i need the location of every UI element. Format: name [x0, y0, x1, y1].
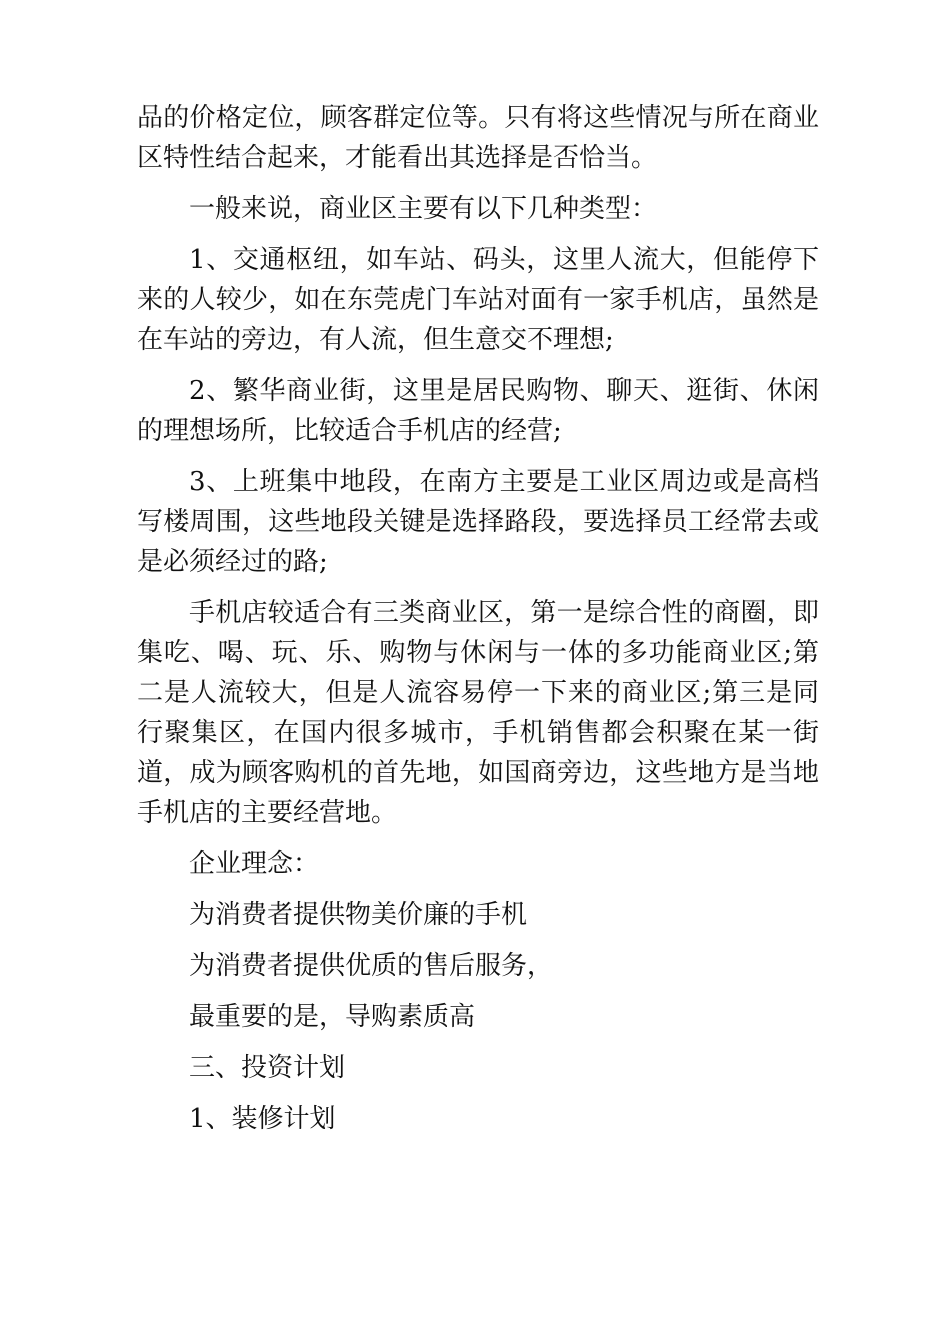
philosophy-item: 最重要的是，导购素质高	[189, 1002, 476, 1032]
paragraph-transport-hub: 1、交通枢纽，如车站、码头，这里人流大，但能停下来的人较少，如在东莞虎门车站对面有一家手机店，虽然是在车站的旁边，有人流，但生意交不理想;	[137, 245, 819, 355]
document-page	[137, 98, 819, 1150]
paragraph-commercial-street: 2、繁华商业街，这里是居民购物、聊天、逛街、休闲的理想场所，比较适合手机店的经营;	[137, 376, 819, 446]
paragraph-suitable-districts: 手机店较适合有三类商业区，第一是综合性的商圈，即集吃、喝、玩、乐、购物与休闲与一体的多功能商业区;第二是人流较大，但是人流容易停一下来的商业区;第三是同行聚集区，在国内很多城市，手机销售都会积聚在某一街道，成为顾客购机的首先地，如国商旁边，这些地方是当地手机店的主要经营地。	[137, 598, 819, 828]
philosophy-item: 为消费者提供物美价廉的手机	[189, 900, 528, 930]
paragraph-continuation: 品的价格定位，顾客群定位等。只有将这些情况与所在商业区特性结合起来，才能看出其选择是否恰当。	[137, 103, 819, 173]
philosophy-item: 为消费者提供优质的售后服务，	[189, 951, 554, 981]
heading-business-philosophy: 企业理念：	[189, 849, 320, 879]
paragraph-business-district-types: 一般来说，商业区主要有以下几种类型：	[189, 194, 658, 224]
subsection-heading-renovation-plan: 1、装修计划	[189, 1104, 336, 1134]
section-heading-investment-plan: 三、投资计划	[189, 1053, 346, 1083]
paragraph-work-district: 3、上班集中地段，在南方主要是工业区周边或是高档写楼周围，这些地段关键是选择路段，要选择员工经常去或是必须经过的路;	[137, 467, 819, 577]
